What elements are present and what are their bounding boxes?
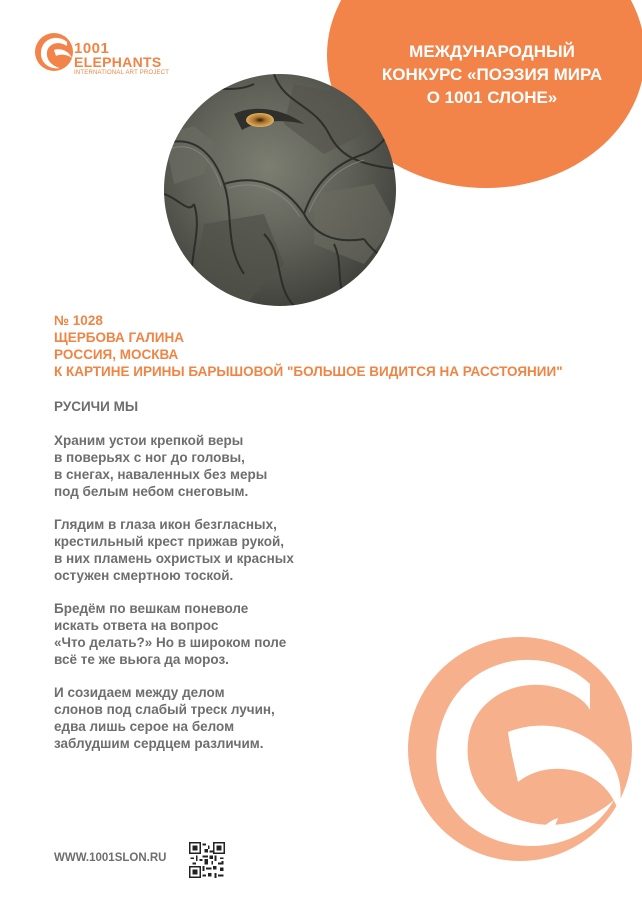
poem-line: в снегах, наваленных без меры <box>54 467 268 482</box>
elephant-logo-icon <box>34 30 76 74</box>
painting-image <box>164 74 396 306</box>
poem-line: в поверьях с ног до головы, <box>54 450 245 465</box>
poem-line: Храним устои крепкой веры <box>54 433 244 448</box>
poem-stanza <box>54 432 294 500</box>
poem-line: под белым небом снеговым. <box>54 484 249 499</box>
logo-name: ELEPHANTS <box>74 54 162 70</box>
contest-title-line: КОНКУРС «ПОЭЗИЯ МИРА <box>381 65 603 84</box>
qr-code-icon <box>189 842 225 878</box>
poem-line: едва лишь серое на белом <box>54 719 235 734</box>
poem-stanza <box>54 516 294 584</box>
logo-subtitle: INTERNATIONAL ART PROJECT <box>74 70 170 76</box>
poem-stanza <box>54 684 294 752</box>
website-link[interactable]: WWW.1001SLON.RU <box>54 852 167 864</box>
poem-line: искать ответа на вопрос <box>54 618 219 633</box>
poem-line: всё те же вьюга да мороз. <box>54 652 229 667</box>
poem-line: крестильный крест прижав рукой, <box>54 534 285 549</box>
entry-header <box>54 312 563 380</box>
poem-line: «Что делать?» Но в широком поле <box>54 635 287 650</box>
poem-line: в них пламень охристых и красных <box>54 551 294 566</box>
entry-location: РОССИЯ, МОСКВА <box>54 347 179 362</box>
poem-body <box>54 432 294 768</box>
entry-author: ЩЕРБОВА ГАЛИНА <box>54 330 184 345</box>
poem-title: РУСИЧИ МЫ <box>54 399 139 414</box>
logo-number: 1001 <box>74 40 110 57</box>
poem-line: Глядим в глаза икон безгласных, <box>54 517 277 532</box>
poem-line: И созидаем между делом <box>54 685 225 700</box>
contest-title-line: МЕЖДУНАРОДНЫЙ <box>409 42 575 61</box>
poem-line: слонов под слабый треск лучин, <box>54 702 275 717</box>
poem-stanza <box>54 600 294 668</box>
entry-number: № 1028 <box>54 313 103 328</box>
logo[interactable] <box>34 30 184 82</box>
contest-title-line: О 1001 СЛОНЕ» <box>426 88 558 107</box>
poem-line: Бредём по вешкам поневоле <box>54 601 249 616</box>
elephant-watermark-icon <box>408 632 632 866</box>
contest-title <box>342 40 642 109</box>
entry-painting: К КАРТИНЕ ИРИНЫ БАРЫШОВОЙ "БОЛЬШОЕ ВИДИТСЯ НА РАССТОЯНИИ" <box>54 364 563 379</box>
poem-line: заблудшим сердцем различим. <box>54 736 264 751</box>
poem-line: остужен смертною тоской. <box>54 568 234 583</box>
